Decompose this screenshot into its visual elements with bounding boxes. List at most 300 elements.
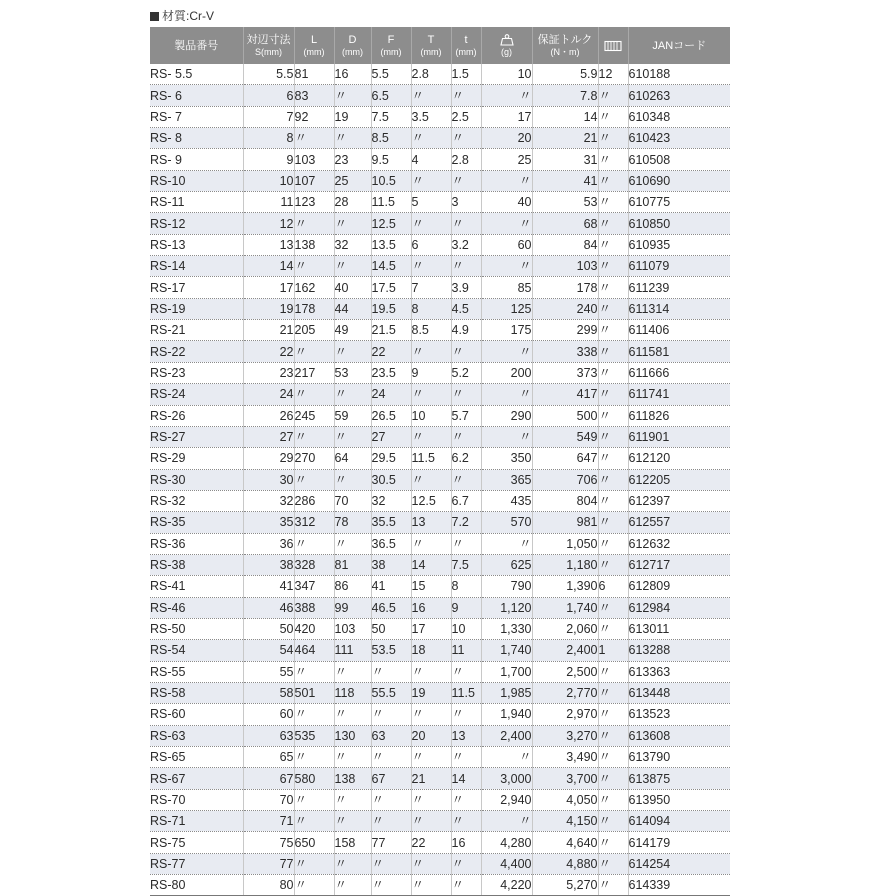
header-L: L (mm) — [294, 27, 334, 64]
cell-t: 16 — [451, 832, 481, 853]
cell-torque: 1,180 — [532, 554, 598, 575]
weight-icon — [500, 34, 514, 46]
cell-part-no: RS-22 — [150, 341, 243, 362]
cell-L: 81 — [294, 64, 334, 85]
cell-D: 〃 — [334, 85, 371, 106]
cell-L: 〃 — [294, 789, 334, 810]
cell-jan: 610423 — [628, 128, 730, 149]
cell-F: 26.5 — [371, 405, 411, 426]
cell-size: 54 — [243, 640, 294, 661]
cell-t: 1.5 — [451, 64, 481, 85]
cell-weight: 〃 — [481, 85, 532, 106]
table-row — [150, 149, 730, 170]
cell-part-no: RS-29 — [150, 448, 243, 469]
cell-T: 〃 — [411, 256, 451, 277]
table-row — [150, 469, 730, 490]
cell-part-no: RS-60 — [150, 704, 243, 725]
cell-torque: 373 — [532, 362, 598, 383]
header-size: 対辺寸法 S(mm) — [243, 27, 294, 64]
table-row — [150, 213, 730, 234]
cell-D: 〃 — [334, 213, 371, 234]
table-row — [150, 747, 730, 768]
cell-t: 14 — [451, 768, 481, 789]
cell-T: 〃 — [411, 533, 451, 554]
cell-size: 8 — [243, 128, 294, 149]
cell-size: 67 — [243, 768, 294, 789]
cell-package: 〃 — [598, 725, 628, 746]
cell-jan: 610850 — [628, 213, 730, 234]
cell-part-no: RS-71 — [150, 811, 243, 832]
cell-D: 130 — [334, 725, 371, 746]
cell-package: 〃 — [598, 426, 628, 447]
cell-T: 10 — [411, 405, 451, 426]
cell-jan: 610348 — [628, 106, 730, 127]
cell-weight: 20 — [481, 128, 532, 149]
table-row — [150, 106, 730, 127]
cell-t: 〃 — [451, 341, 481, 362]
cell-F: 55.5 — [371, 682, 411, 703]
cell-package: 〃 — [598, 597, 628, 618]
cell-package: 〃 — [598, 234, 628, 255]
cell-L: 464 — [294, 640, 334, 661]
cell-size: 70 — [243, 789, 294, 810]
cell-torque: 299 — [532, 320, 598, 341]
cell-part-no: RS-38 — [150, 554, 243, 575]
cell-T: 3.5 — [411, 106, 451, 127]
cell-D: 〃 — [334, 875, 371, 896]
cell-t: 4.9 — [451, 320, 481, 341]
cell-part-no: RS-46 — [150, 597, 243, 618]
cell-T: 〃 — [411, 170, 451, 191]
cell-torque: 4,150 — [532, 811, 598, 832]
cell-torque: 1,390 — [532, 576, 598, 597]
cell-torque: 41 — [532, 170, 598, 191]
cell-weight: 4,220 — [481, 875, 532, 896]
table-row — [150, 768, 730, 789]
cell-package: 1 — [598, 640, 628, 661]
cell-D: 〃 — [334, 789, 371, 810]
cell-part-no: RS-26 — [150, 405, 243, 426]
cell-D: 25 — [334, 170, 371, 191]
cell-t: 11 — [451, 640, 481, 661]
cell-size: 77 — [243, 853, 294, 874]
table-row — [150, 448, 730, 469]
cell-D: 103 — [334, 618, 371, 639]
cell-F: 〃 — [371, 875, 411, 896]
cell-size: 71 — [243, 811, 294, 832]
header-torque: 保証トルク (N・m) — [532, 27, 598, 64]
cell-T: 〃 — [411, 341, 451, 362]
cell-weight: 〃 — [481, 384, 532, 405]
cell-size: 11 — [243, 192, 294, 213]
cell-jan: 610775 — [628, 192, 730, 213]
cell-D: 〃 — [334, 469, 371, 490]
cell-weight: 4,400 — [481, 853, 532, 874]
cell-weight: 17 — [481, 106, 532, 127]
cell-jan: 613363 — [628, 661, 730, 682]
cell-F: 38 — [371, 554, 411, 575]
cell-part-no: RS-27 — [150, 426, 243, 447]
cell-T: 〃 — [411, 213, 451, 234]
cell-part-no: RS-63 — [150, 725, 243, 746]
cell-weight: 350 — [481, 448, 532, 469]
cell-torque: 31 — [532, 149, 598, 170]
cell-D: 19 — [334, 106, 371, 127]
cell-L: 270 — [294, 448, 334, 469]
cell-jan: 612717 — [628, 554, 730, 575]
cell-size: 21 — [243, 320, 294, 341]
cell-F: 8.5 — [371, 128, 411, 149]
header-part-no: 製品番号 — [150, 27, 243, 64]
cell-torque: 178 — [532, 277, 598, 298]
cell-package: 〃 — [598, 832, 628, 853]
cell-torque: 240 — [532, 298, 598, 319]
cell-package: 〃 — [598, 789, 628, 810]
cell-t: 〃 — [451, 384, 481, 405]
cell-jan: 612809 — [628, 576, 730, 597]
cell-jan: 611901 — [628, 426, 730, 447]
cell-t: 3.2 — [451, 234, 481, 255]
table-row — [150, 661, 730, 682]
cell-size: 41 — [243, 576, 294, 597]
cell-package: 〃 — [598, 320, 628, 341]
cell-part-no: RS- 5.5 — [150, 64, 243, 85]
table-row — [150, 682, 730, 703]
cell-weight: 40 — [481, 192, 532, 213]
cell-L: 〃 — [294, 426, 334, 447]
cell-package: 〃 — [598, 128, 628, 149]
cell-D: 32 — [334, 234, 371, 255]
cell-size: 30 — [243, 469, 294, 490]
cell-T: 4 — [411, 149, 451, 170]
cell-package: 〃 — [598, 362, 628, 383]
cell-F: 19.5 — [371, 298, 411, 319]
cell-T: 6 — [411, 234, 451, 255]
cell-F: 41 — [371, 576, 411, 597]
cell-F: 63 — [371, 725, 411, 746]
cell-D: 59 — [334, 405, 371, 426]
cell-size: 38 — [243, 554, 294, 575]
cell-jan: 614179 — [628, 832, 730, 853]
cell-jan: 611079 — [628, 256, 730, 277]
table-row — [150, 128, 730, 149]
cell-L: 〃 — [294, 853, 334, 874]
cell-weight: 1,740 — [481, 640, 532, 661]
cell-size: 58 — [243, 682, 294, 703]
header-t: t (mm) — [451, 27, 481, 64]
cell-F: 46.5 — [371, 597, 411, 618]
cell-T: 8.5 — [411, 320, 451, 341]
cell-weight: 625 — [481, 554, 532, 575]
cell-T: 12.5 — [411, 490, 451, 511]
cell-part-no: RS-41 — [150, 576, 243, 597]
cell-package: 〃 — [598, 618, 628, 639]
table-row — [150, 234, 730, 255]
cell-D: 99 — [334, 597, 371, 618]
cell-package: 〃 — [598, 853, 628, 874]
table-row — [150, 832, 730, 853]
cell-jan: 613790 — [628, 747, 730, 768]
cell-package: 〃 — [598, 277, 628, 298]
table-row — [150, 597, 730, 618]
cell-torque: 14 — [532, 106, 598, 127]
cell-weight: 570 — [481, 512, 532, 533]
cell-torque: 53 — [532, 192, 598, 213]
cell-D: 64 — [334, 448, 371, 469]
cell-part-no: RS-21 — [150, 320, 243, 341]
cell-t: 〃 — [451, 469, 481, 490]
cell-D: 81 — [334, 554, 371, 575]
cell-part-no: RS-50 — [150, 618, 243, 639]
table-row — [150, 554, 730, 575]
cell-weight: 〃 — [481, 213, 532, 234]
cell-F: 21.5 — [371, 320, 411, 341]
cell-torque: 1,740 — [532, 597, 598, 618]
cell-t: 5.7 — [451, 405, 481, 426]
cell-jan: 612984 — [628, 597, 730, 618]
cell-part-no: RS-54 — [150, 640, 243, 661]
cell-part-no: RS-55 — [150, 661, 243, 682]
cell-L: 420 — [294, 618, 334, 639]
header-D: D (mm) — [334, 27, 371, 64]
cell-torque: 2,060 — [532, 618, 598, 639]
cell-D: 〃 — [334, 341, 371, 362]
cell-L: 〃 — [294, 469, 334, 490]
cell-torque: 4,640 — [532, 832, 598, 853]
cell-size: 60 — [243, 704, 294, 725]
cell-torque: 2,500 — [532, 661, 598, 682]
cell-F: 22 — [371, 341, 411, 362]
cell-jan: 611826 — [628, 405, 730, 426]
table-row — [150, 405, 730, 426]
cell-t: 〃 — [451, 128, 481, 149]
cell-t: 〃 — [451, 661, 481, 682]
cell-D: 49 — [334, 320, 371, 341]
cell-weight: 790 — [481, 576, 532, 597]
cell-part-no: RS-12 — [150, 213, 243, 234]
cell-size: 9 — [243, 149, 294, 170]
cell-F: 〃 — [371, 747, 411, 768]
cell-size: 17 — [243, 277, 294, 298]
cell-t: 〃 — [451, 213, 481, 234]
cell-torque: 103 — [532, 256, 598, 277]
cell-t: 7.2 — [451, 512, 481, 533]
cell-part-no: RS- 9 — [150, 149, 243, 170]
cell-D: 〃 — [334, 853, 371, 874]
cell-weight: 60 — [481, 234, 532, 255]
cell-size: 80 — [243, 875, 294, 896]
cell-size: 27 — [243, 426, 294, 447]
cell-package: 〃 — [598, 554, 628, 575]
table-row — [150, 426, 730, 447]
cell-weight: 〃 — [481, 170, 532, 191]
cell-t: 〃 — [451, 747, 481, 768]
table-row — [150, 362, 730, 383]
cell-torque: 549 — [532, 426, 598, 447]
cell-L: 〃 — [294, 704, 334, 725]
cell-T: 21 — [411, 768, 451, 789]
cell-L: 〃 — [294, 256, 334, 277]
cell-size: 50 — [243, 618, 294, 639]
cell-F: 〃 — [371, 704, 411, 725]
cell-L: 535 — [294, 725, 334, 746]
table-row — [150, 789, 730, 810]
cell-torque: 3,270 — [532, 725, 598, 746]
table-row — [150, 384, 730, 405]
cell-torque: 2,400 — [532, 640, 598, 661]
cell-jan: 613288 — [628, 640, 730, 661]
cell-t: 9 — [451, 597, 481, 618]
cell-T: 20 — [411, 725, 451, 746]
cell-weight: 4,280 — [481, 832, 532, 853]
cell-t: 6.2 — [451, 448, 481, 469]
header-row — [150, 27, 730, 64]
cell-T: 14 — [411, 554, 451, 575]
cell-T: 〃 — [411, 811, 451, 832]
cell-part-no: RS-80 — [150, 875, 243, 896]
table-row — [150, 640, 730, 661]
cell-jan: 610188 — [628, 64, 730, 85]
cell-part-no: RS-10 — [150, 170, 243, 191]
header-weight: (g) — [481, 27, 532, 64]
table-row — [150, 533, 730, 554]
table-row — [150, 811, 730, 832]
cell-package: 〃 — [598, 384, 628, 405]
cell-size: 12 — [243, 213, 294, 234]
cell-F: 50 — [371, 618, 411, 639]
cell-jan: 610263 — [628, 85, 730, 106]
cell-jan: 613608 — [628, 725, 730, 746]
cell-torque: 417 — [532, 384, 598, 405]
cell-part-no: RS- 8 — [150, 128, 243, 149]
cell-F: 〃 — [371, 853, 411, 874]
cell-D: 44 — [334, 298, 371, 319]
cell-L: 〃 — [294, 875, 334, 896]
cell-F: 32 — [371, 490, 411, 511]
cell-package: 〃 — [598, 661, 628, 682]
cell-torque: 3,700 — [532, 768, 598, 789]
cell-D: 40 — [334, 277, 371, 298]
cell-package: 〃 — [598, 747, 628, 768]
cell-L: 138 — [294, 234, 334, 255]
cell-jan: 611666 — [628, 362, 730, 383]
cell-size: 6 — [243, 85, 294, 106]
cell-D: 28 — [334, 192, 371, 213]
cell-t: 3 — [451, 192, 481, 213]
cell-L: 〃 — [294, 213, 334, 234]
cell-weight: 10 — [481, 64, 532, 85]
cell-jan: 612632 — [628, 533, 730, 554]
cell-T: 〃 — [411, 875, 451, 896]
cell-D: 86 — [334, 576, 371, 597]
cell-L: 162 — [294, 277, 334, 298]
cell-size: 46 — [243, 597, 294, 618]
table-row — [150, 490, 730, 511]
cell-t: 5.2 — [451, 362, 481, 383]
cell-F: 53.5 — [371, 640, 411, 661]
material-note — [150, 7, 214, 25]
cell-L: 388 — [294, 597, 334, 618]
cell-part-no: RS-32 — [150, 490, 243, 511]
cell-jan: 613875 — [628, 768, 730, 789]
cell-size: 29 — [243, 448, 294, 469]
cell-T: 〃 — [411, 661, 451, 682]
cell-package: 〃 — [598, 106, 628, 127]
header-T: T (mm) — [411, 27, 451, 64]
cell-package: 〃 — [598, 512, 628, 533]
cell-package: 〃 — [598, 213, 628, 234]
cell-part-no: RS-58 — [150, 682, 243, 703]
cell-T: 2.8 — [411, 64, 451, 85]
bullet-square-icon — [150, 12, 159, 21]
cell-D: 〃 — [334, 256, 371, 277]
cell-F: 23.5 — [371, 362, 411, 383]
cell-package: 〃 — [598, 768, 628, 789]
cell-t: 〃 — [451, 704, 481, 725]
cell-torque: 21 — [532, 128, 598, 149]
cell-part-no: RS-13 — [150, 234, 243, 255]
cell-part-no: RS-36 — [150, 533, 243, 554]
table-row — [150, 256, 730, 277]
cell-L: 〃 — [294, 384, 334, 405]
cell-F: 77 — [371, 832, 411, 853]
cell-T: 8 — [411, 298, 451, 319]
cell-weight: 1,700 — [481, 661, 532, 682]
cell-part-no: RS-19 — [150, 298, 243, 319]
cell-D: 138 — [334, 768, 371, 789]
cell-L: 〃 — [294, 341, 334, 362]
cell-t: 11.5 — [451, 682, 481, 703]
cell-F: 24 — [371, 384, 411, 405]
cell-size: 55 — [243, 661, 294, 682]
cell-weight: 85 — [481, 277, 532, 298]
cell-D: 53 — [334, 362, 371, 383]
cell-D: 23 — [334, 149, 371, 170]
cell-size: 14 — [243, 256, 294, 277]
cell-F: 67 — [371, 768, 411, 789]
cell-weight: 200 — [481, 362, 532, 383]
cell-size: 5.5 — [243, 64, 294, 85]
cell-weight: 1,330 — [481, 618, 532, 639]
cell-L: 286 — [294, 490, 334, 511]
cell-part-no: RS-70 — [150, 789, 243, 810]
cell-L: 〃 — [294, 533, 334, 554]
cell-weight: 25 — [481, 149, 532, 170]
cell-torque: 981 — [532, 512, 598, 533]
cell-weight: 435 — [481, 490, 532, 511]
cell-jan: 612557 — [628, 512, 730, 533]
cell-part-no: RS-17 — [150, 277, 243, 298]
material-label: 材質:Cr-V — [162, 9, 214, 23]
cell-D: 〃 — [334, 661, 371, 682]
cell-t: 〃 — [451, 875, 481, 896]
cell-package: 12 — [598, 64, 628, 85]
cell-torque: 1,050 — [532, 533, 598, 554]
cell-jan: 611581 — [628, 341, 730, 362]
cell-torque: 7.8 — [532, 85, 598, 106]
cell-L: 347 — [294, 576, 334, 597]
table-row — [150, 64, 730, 85]
cell-t: 〃 — [451, 256, 481, 277]
cell-size: 32 — [243, 490, 294, 511]
cell-F: 13.5 — [371, 234, 411, 255]
cell-L: 〃 — [294, 128, 334, 149]
cell-part-no: RS-35 — [150, 512, 243, 533]
cell-F: 6.5 — [371, 85, 411, 106]
cell-L: 245 — [294, 405, 334, 426]
cell-size: 23 — [243, 362, 294, 383]
cell-part-no: RS- 7 — [150, 106, 243, 127]
